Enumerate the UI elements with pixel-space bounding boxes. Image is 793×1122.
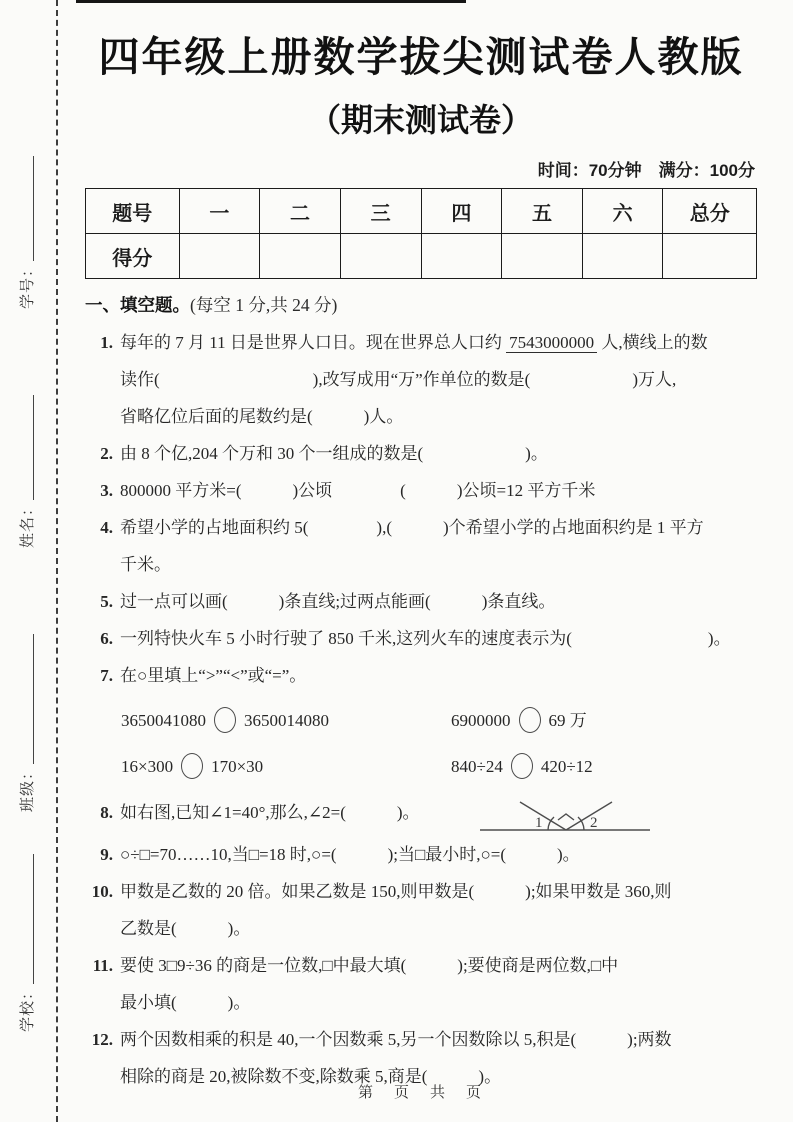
question-line: 相除的商是 20,被除数不变,除数乘 5,商是( )。 bbox=[120, 1067, 502, 1086]
paper-content bbox=[85, 0, 757, 1095]
question-8 bbox=[85, 794, 757, 836]
comparison-left: 3650041080 bbox=[121, 711, 206, 730]
question-line: 两个因数相乘的积是 40,一个因数乘 5,另一个因数除以 5,积是( );两数 bbox=[120, 1030, 672, 1049]
score-table-header-cell: 五 bbox=[502, 189, 583, 234]
section-note: (每空 1 分,共 24 分) bbox=[190, 295, 338, 315]
score-table-header-cell: 二 bbox=[260, 189, 341, 234]
question-line: 甲数是乙数的 20 倍。如果乙数是 150,则甲数是( );如果甲数是 360,则 bbox=[120, 882, 672, 901]
score-cell-empty bbox=[421, 234, 502, 279]
score-table-header-cell: 三 bbox=[340, 189, 421, 234]
question-number: 1. bbox=[100, 333, 113, 352]
question-number: 6. bbox=[100, 629, 113, 648]
score-table-header-cell: 四 bbox=[421, 189, 502, 234]
question-line: 最小填( )。 bbox=[120, 993, 251, 1012]
comparison-right: 3650014080 bbox=[244, 711, 329, 730]
question-list bbox=[85, 324, 757, 1095]
question-line: 读作( ),改写成用“万”作单位的数是( )万人, bbox=[120, 370, 677, 389]
question-line: 在○里填上“>”“<”或“=”。 bbox=[120, 666, 307, 685]
comparison-item bbox=[121, 744, 451, 790]
score-cell-empty bbox=[260, 234, 341, 279]
margin-divider bbox=[56, 0, 58, 1122]
comparison-item bbox=[451, 698, 757, 744]
score-table-header-row bbox=[86, 189, 757, 234]
question-9 bbox=[85, 836, 757, 873]
question-line: 乙数是( )。 bbox=[120, 919, 251, 938]
question-line: 由 8 个亿,204 个万和 30 个一组成的数是( )。 bbox=[120, 444, 548, 463]
name-blank-line bbox=[19, 395, 34, 500]
score-table bbox=[85, 188, 757, 279]
angle-figure bbox=[478, 800, 653, 836]
school-blank-line bbox=[19, 854, 34, 984]
school-label: 学校： bbox=[19, 983, 36, 1032]
question-11 bbox=[85, 947, 757, 1021]
question-line: 过一点可以画( )条直线;过两点能画( )条直线。 bbox=[120, 592, 556, 611]
score-table-header-cell: 六 bbox=[582, 189, 663, 234]
name-label: 姓名： bbox=[19, 499, 36, 548]
compare-circle bbox=[214, 707, 236, 733]
score-table-header-cell: 题号 bbox=[86, 189, 180, 234]
question-number: 8. bbox=[100, 803, 113, 822]
question-5 bbox=[85, 583, 757, 620]
question-1 bbox=[85, 324, 757, 435]
question-number: 10. bbox=[91, 882, 113, 901]
question-6 bbox=[85, 620, 757, 657]
student-number-blank-line bbox=[19, 156, 34, 261]
score-cell-empty bbox=[502, 234, 583, 279]
question-text: 每年的 7 月 11 日是世界人口日。现在世界总人口约 bbox=[120, 333, 507, 352]
section-heading: 一、填空题。 bbox=[85, 295, 190, 315]
page-subtitle: （期末测试卷） bbox=[308, 102, 533, 138]
comparison-right: 170×30 bbox=[211, 757, 264, 776]
student-number-label: 学号： bbox=[19, 260, 36, 309]
score-table-score-row bbox=[86, 234, 757, 279]
question-line: 800000 平方米=( )公顷 ( )公顷=12 平方千米 bbox=[120, 481, 596, 500]
comparison-right: 69 万 bbox=[548, 711, 587, 730]
score-table-header-cell: 总分 bbox=[663, 189, 757, 234]
page-footer: 第 页 共 页 bbox=[357, 1085, 484, 1101]
underlined-number: 7543000000 bbox=[506, 333, 597, 353]
comparison-left: 16×300 bbox=[121, 757, 174, 776]
question-10 bbox=[85, 873, 757, 947]
question-line: ○÷□=70……10,当□=18 时,○=( );当□最小时,○=( )。 bbox=[120, 845, 580, 864]
comparison-grid bbox=[121, 698, 757, 790]
question-line: 如右图,已知∠1=40°,那么,∠2=( )。 bbox=[120, 803, 420, 822]
question-number: 3. bbox=[100, 481, 113, 500]
question-number: 4. bbox=[100, 518, 113, 537]
compare-circle bbox=[181, 753, 203, 779]
class-blank-line bbox=[19, 634, 34, 764]
question-number: 12. bbox=[91, 1030, 113, 1049]
question-2 bbox=[85, 435, 757, 472]
compare-circle bbox=[519, 707, 541, 733]
question-3 bbox=[85, 472, 757, 509]
question-line: 千米。 bbox=[120, 555, 171, 574]
question-line: 一列特快火车 5 小时行驶了 850 千米,这列火车的速度表示为( )。 bbox=[120, 629, 731, 648]
score-cell-empty bbox=[179, 234, 260, 279]
exam-time-score-info: 时间：70分钟 满分：100分 bbox=[537, 161, 755, 180]
question-number: 7. bbox=[100, 666, 113, 685]
question-number: 9. bbox=[100, 845, 113, 864]
class-label: 班级： bbox=[19, 763, 36, 812]
score-row-label: 得分 bbox=[86, 234, 180, 279]
score-cell-empty bbox=[582, 234, 663, 279]
score-table-header-cell: 一 bbox=[179, 189, 260, 234]
comparison-right: 420÷12 bbox=[540, 757, 593, 776]
question-number: 5. bbox=[100, 592, 113, 611]
score-cell-empty bbox=[663, 234, 757, 279]
question-4 bbox=[85, 509, 757, 583]
comparison-left: 6900000 bbox=[451, 711, 511, 730]
question-line: 要使 3□9÷36 的商是一位数,□中最大填( );要使商是两位数,□中 bbox=[120, 956, 619, 975]
question-line: 希望小学的占地面积约 5( ),( )个希望小学的占地面积约是 1 平方 bbox=[120, 518, 704, 537]
section-1-header bbox=[85, 292, 757, 318]
score-cell-empty bbox=[340, 234, 421, 279]
question-line: 省略亿位后面的尾数约是( )人。 bbox=[120, 407, 404, 426]
compare-circle bbox=[511, 753, 533, 779]
comparison-item bbox=[451, 744, 757, 790]
page-title: 四年级上册数学拔尖测试卷人教版 bbox=[98, 34, 744, 80]
angle-1-label: 1 bbox=[534, 815, 543, 831]
student-info-margin bbox=[16, 22, 37, 1032]
question-line bbox=[120, 324, 757, 361]
comparison-left: 840÷24 bbox=[451, 757, 503, 776]
angle-2-label: 2 bbox=[589, 815, 598, 831]
question-number: 11. bbox=[92, 956, 113, 975]
question-7 bbox=[85, 657, 757, 694]
question-text: 人,横线上的数 bbox=[597, 333, 708, 352]
question-number: 2. bbox=[100, 444, 113, 463]
comparison-item bbox=[121, 698, 451, 744]
